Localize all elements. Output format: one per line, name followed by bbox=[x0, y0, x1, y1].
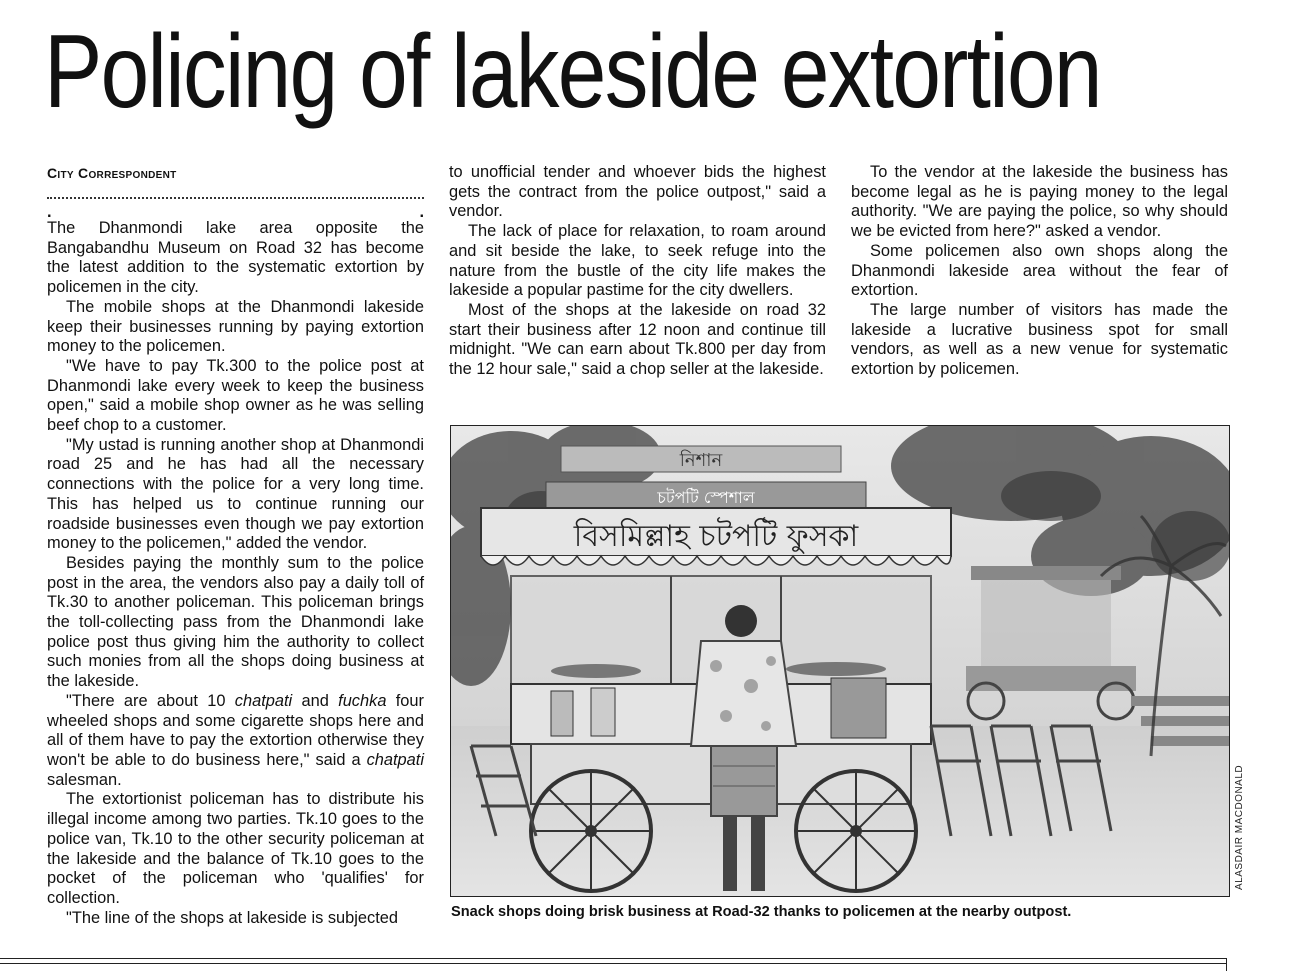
paragraph: The lack of place for relaxation, to roam around and sit beside the lake, to seek refuge into the nature from the bustle of the city life makes the lakeside a popular pastime for the city dwellers. bbox=[449, 222, 826, 300]
paragraph: Most of the shops at the lakeside on road 32 start their business after 12 noon and continue till midnight. "We can earn about Tk.800 per day from the 12 hour sale," said a chop seller at the lakeside. bbox=[449, 300, 826, 379]
bottom-rule bbox=[0, 958, 1226, 959]
dotted-rule bbox=[47, 185, 424, 199]
photo-caption: Snack shops doing brisk business at Road-32 thanks to policemen at the nearby outpost. bbox=[451, 904, 1072, 920]
svg-text:বিসমিল্লাহ চটপটি ফুসকা: বিসমিল্লাহ চটপটি ফুসকা bbox=[573, 519, 859, 554]
news-photo bbox=[450, 425, 1230, 897]
bottom-rule-tick bbox=[1226, 958, 1227, 971]
paragraph-quote: "There are about 10 chatpati and fuchka four wheeled shops and some cigarette shops here and all of them have to pay the extortion otherwise they won't be able to do business here," said a chatpati salesman. bbox=[47, 691, 424, 789]
paragraph: "We have to pay Tk.300 to the police post at Dhanmondi lake every week to keep the business open," said a mobile shop owner as he was selling beef chop to a customer. bbox=[47, 356, 424, 435]
bottom-rule-2 bbox=[0, 963, 1226, 964]
svg-text:নিশান: নিশান bbox=[679, 450, 723, 471]
paragraph: The Dhanmondi lake area opposite the Bangabandhu Museum on Road 32 has become the latest addition to the systematic extortion by policemen in the city. bbox=[47, 219, 424, 297]
paragraph: To the vendor at the lakeside the business has become legal as he is paying money to the legal authority. "We are paying the police, so why should we be evicted from here?" asked a vendor. bbox=[851, 163, 1228, 241]
article-column-3 bbox=[851, 163, 1228, 380]
paragraph: The mobile shops at the Dhanmondi lakeside keep their businesses running by paying extortion money to the policemen. bbox=[47, 297, 424, 356]
paragraph: to unofficial tender and whoever bids the highest gets the contract from the police outpost," said a vendor. bbox=[449, 163, 826, 221]
paragraph: Besides paying the monthly sum to the police post in the area, the vendors also pay a daily toll of Tk.30 to another policeman. This policeman brings the toll-collecting pass from the Dhanmondi lake police post thus giving him the authority to collect such monies from all the shops doing business at the lakeside. bbox=[47, 553, 424, 691]
paragraph: The extortionist policeman has to distribute his illegal income among two parties. Tk.10 goes to the police van, Tk.10 to the other security policeman at the lakeside and the balance of Tk.10 goes to the pocket of the policeman who 'qualifies' for collection. bbox=[47, 790, 424, 907]
paragraph: "The line of the shops at lakeside is subjected bbox=[66, 908, 399, 927]
headline: Policing of lakeside extortion bbox=[44, 14, 1101, 130]
paragraph: Some policemen also own shops along the Dhanmondi lakeside area without the fear of extortion. bbox=[851, 241, 1228, 300]
paragraph: The large number of visitors has made the lakeside a lucrative business spot for small vendors, as well as a new venue for systematic extortion by policemen. bbox=[851, 300, 1228, 379]
article-column-1 bbox=[47, 163, 424, 928]
dotted-rule-ends: . . bbox=[47, 203, 424, 221]
article-column-2 bbox=[449, 163, 826, 380]
byline: City Correspondent bbox=[47, 165, 177, 181]
paragraph: "My ustad is running another shop at Dhanmondi road 25 and he has had all the necessary connections with the police for a very long time. This has helped us to continue running our roadside businesses even though we pay extortion money to the policemen," added the vendor. bbox=[47, 435, 424, 553]
photo-illustration bbox=[451, 426, 1229, 896]
photo-credit: ALASDAIR MACDONALD bbox=[1234, 764, 1245, 890]
svg-text:চটপটি স্পেশাল: চটপটি স্পেশাল bbox=[657, 488, 755, 507]
